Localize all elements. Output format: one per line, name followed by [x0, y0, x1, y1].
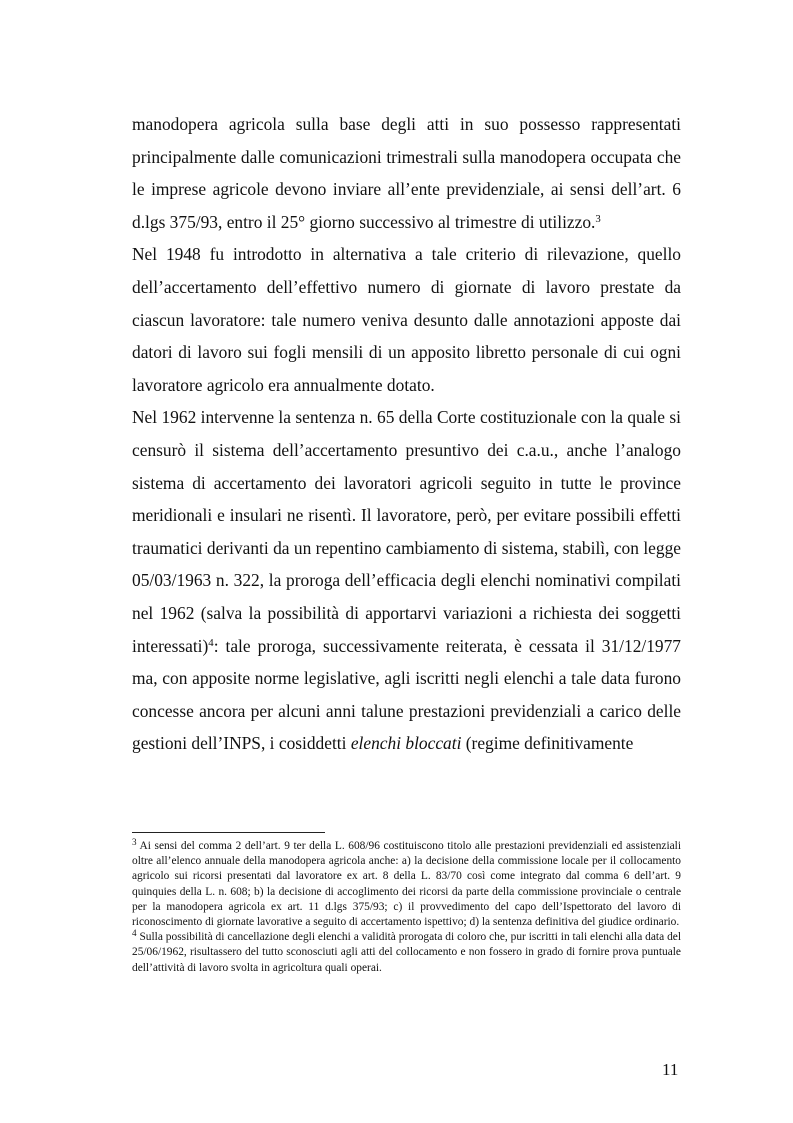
paragraph-3 — [132, 401, 681, 760]
footnote-number: 3 — [132, 836, 137, 847]
footnote-text: Sulla possibilità di cancellazione degli elenchi a validità prorogata di coloro che, pur iscritti in tali elenchi alla data del 25/06/1962, risultassero del tutto sconosciuti agli atti del collocamento e non fossero in grado di fornire prova puntuale dell’attività di lavoro svolta in agricoltura quali operai. — [132, 931, 681, 974]
footnote-ref-4[interactable]: 4 — [208, 636, 214, 649]
paragraph-3-text-b: : tale proroga, successivamente reiterata, è cessata il 31/12/1977 ma, con apposite norme legislative, agli iscritti negli elenchi a tale data furono concesse ancora per alcuni anni talune prestazioni previdenziali a carico delle gestioni dell’INPS, i cosiddetti — [132, 635, 681, 754]
footnote-3 — [132, 836, 681, 930]
footnote-4 — [132, 930, 681, 976]
footnote-separator — [132, 832, 325, 833]
paragraph-3-text-c: (regime definitivamente — [461, 733, 634, 754]
paragraph-1 — [132, 108, 681, 238]
footnote-text: Ai sensi del comma 2 dell’art. 9 ter della L. 608/96 costituiscono titolo alle prestazioni previdenziali ed assistenziali oltre all’elenco annuale della manodopera agricola anche: a) la decisione della commissione locale per il collocamento agricolo sui ricorsi presentati dal lavoratore ex art. 8 della L. 83/70 così come integrato dal comma 6 dell’art. 9 quinquies della L. n. 608; b) la decisione di accoglimento dei ricorsi da parte della commissione provinciale o centrale per la manodopera agricola ex art. 11 d.lgs 375/93; c) il provvedimento del capo dell’Ispettorato del lavoro di riconoscimento di giornate lavorative a seguito di accertamento ispettivo; d) la sentenza definitiva del giudice ordinario. — [132, 840, 681, 929]
paragraph-1-text: manodopera agricola sulla base degli atti in suo possesso rappresentati principalmente dalle comunicazioni trimestrali sulla manodopera occupata che le imprese agricole devono inviare all’ente previdenziale, ai sensi dell’art. 6 d.lgs 375/93, entro il 25° giorno successivo al trimestre di utilizzo. — [132, 114, 681, 232]
footnotes — [132, 836, 681, 976]
page-number: 11 — [662, 1060, 679, 1079]
footnote-number: 4 — [132, 928, 137, 939]
body-text — [132, 108, 681, 760]
paragraph-3-text-a: Nel 1962 intervenne la sentenza n. 65 della Corte costituzionale con la quale si censurò il sistema dell’accertamento presuntivo dei c.a.u., anche l’analogo sistema di accertamento dei lavoratori agricoli seguito in tutte le province meridionali e insulari ne risentì. Il lavoratore, però, per evitare possibili effetti traumatici derivanti da un repentino cambiamento di sistema, stabilì, con legge 05/03/1963 n. 322, la proroga dell’efficacia degli elenchi nominativi compilati nel 1962 (salva la possibilità di apportarvi variazioni a richiesta dei soggetti interessati) — [132, 407, 681, 656]
paragraph-2: Nel 1948 fu introdotto in alternativa a tale criterio di rilevazione, quello dell’accertamento dell’effettivo numero di giornate di lavoro prestate da ciascun lavoratore: tale numero veniva desunto dalle annotazioni apposte dai datori di lavoro sui fogli mensili di un apposito libretto personale di cui ogni lavoratore agricolo era annualmente dotato. — [132, 244, 681, 395]
emphasis-elenchi-bloccati: elenchi bloccati — [350, 733, 462, 754]
footnote-ref-3[interactable]: 3 — [595, 212, 601, 225]
